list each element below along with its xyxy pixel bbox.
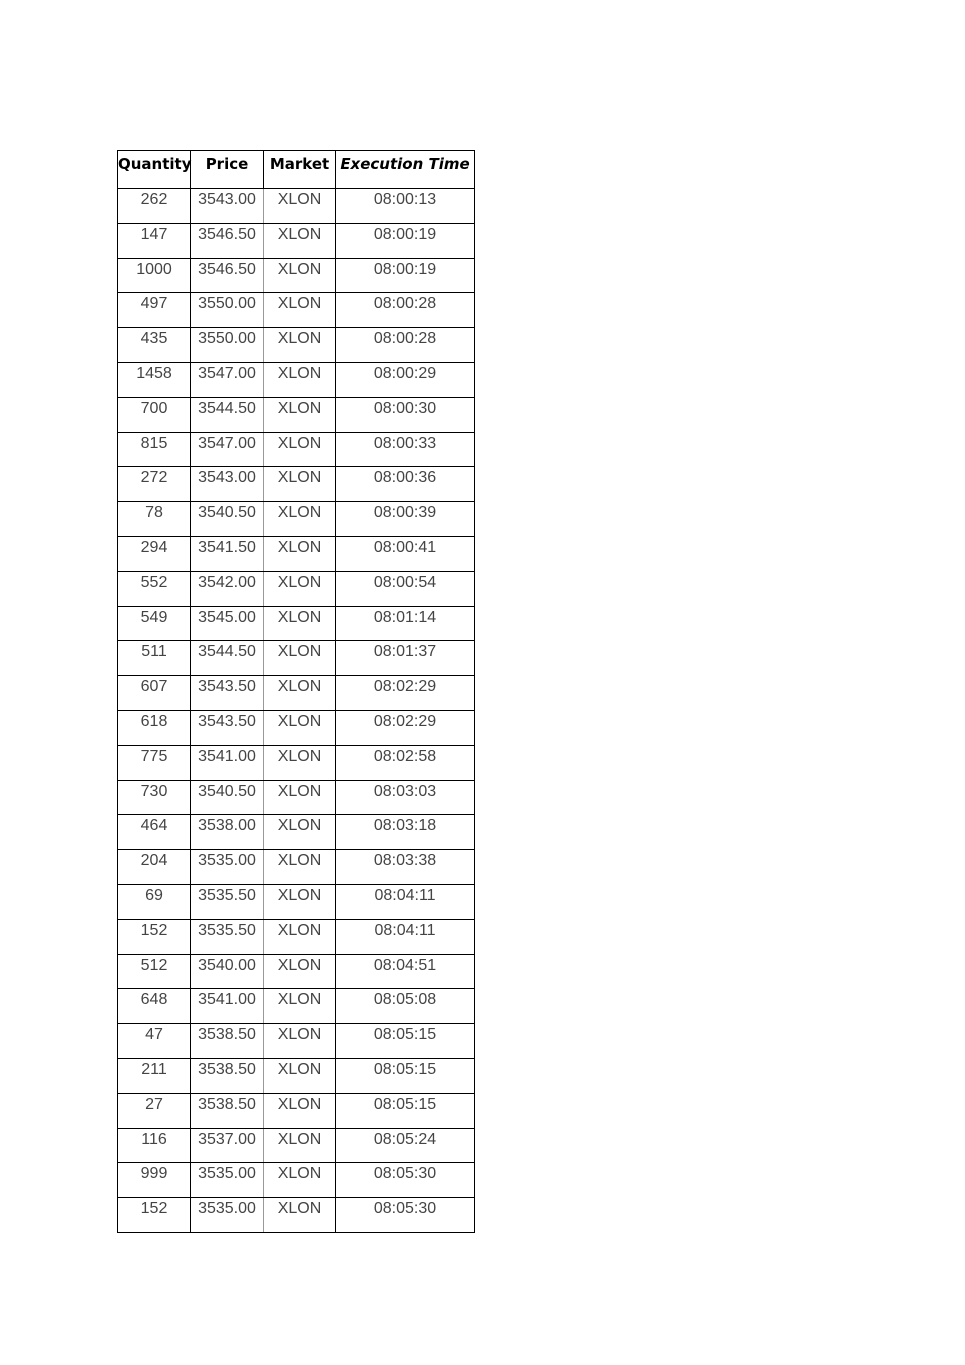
table-row <box>118 502 475 537</box>
header-quantity: Quantity <box>118 151 191 189</box>
table-row <box>118 1128 475 1163</box>
cell-quantity: 27 <box>118 1093 191 1128</box>
cell-market: XLON <box>264 1128 336 1163</box>
table-row <box>118 710 475 745</box>
table-row <box>118 571 475 606</box>
cell-execution-time: 08:00:54 <box>336 571 475 606</box>
cell-price: 3535.50 <box>191 919 264 954</box>
cell-price: 3538.50 <box>191 1093 264 1128</box>
table-row <box>118 1024 475 1059</box>
cell-quantity: 700 <box>118 397 191 432</box>
table-row <box>118 293 475 328</box>
cell-market: XLON <box>264 641 336 676</box>
cell-price: 3545.00 <box>191 606 264 641</box>
cell-price: 3543.50 <box>191 676 264 711</box>
cell-market: XLON <box>264 989 336 1024</box>
cell-execution-time: 08:03:18 <box>336 815 475 850</box>
cell-execution-time: 08:05:08 <box>336 989 475 1024</box>
cell-market: XLON <box>264 676 336 711</box>
cell-price: 3540.00 <box>191 954 264 989</box>
cell-market: XLON <box>264 571 336 606</box>
table-row <box>118 850 475 885</box>
cell-quantity: 47 <box>118 1024 191 1059</box>
cell-quantity: 147 <box>118 223 191 258</box>
cell-execution-time: 08:00:19 <box>336 258 475 293</box>
cell-price: 3544.50 <box>191 397 264 432</box>
cell-execution-time: 08:00:36 <box>336 467 475 502</box>
cell-quantity: 211 <box>118 1058 191 1093</box>
cell-execution-time: 08:01:37 <box>336 641 475 676</box>
cell-market: XLON <box>264 745 336 780</box>
cell-quantity: 435 <box>118 328 191 363</box>
cell-execution-time: 08:00:33 <box>336 432 475 467</box>
cell-quantity: 204 <box>118 850 191 885</box>
table-row <box>118 884 475 919</box>
cell-market: XLON <box>264 1024 336 1059</box>
cell-execution-time: 08:00:28 <box>336 328 475 363</box>
cell-execution-time: 08:04:11 <box>336 919 475 954</box>
table-row <box>118 258 475 293</box>
table-row <box>118 1163 475 1198</box>
cell-price: 3538.50 <box>191 1058 264 1093</box>
cell-quantity: 552 <box>118 571 191 606</box>
cell-quantity: 116 <box>118 1128 191 1163</box>
cell-market: XLON <box>264 919 336 954</box>
table-row <box>118 676 475 711</box>
cell-quantity: 648 <box>118 989 191 1024</box>
cell-quantity: 464 <box>118 815 191 850</box>
cell-market: XLON <box>264 536 336 571</box>
table-row <box>118 328 475 363</box>
cell-execution-time: 08:05:15 <box>336 1058 475 1093</box>
cell-execution-time: 08:05:24 <box>336 1128 475 1163</box>
cell-quantity: 69 <box>118 884 191 919</box>
table-row <box>118 780 475 815</box>
table-row <box>118 919 475 954</box>
header-execution-time: Execution Time <box>336 151 475 189</box>
cell-market: XLON <box>264 502 336 537</box>
cell-quantity: 497 <box>118 293 191 328</box>
table-row <box>118 815 475 850</box>
table-row <box>118 1058 475 1093</box>
cell-execution-time: 08:02:58 <box>336 745 475 780</box>
cell-quantity: 294 <box>118 536 191 571</box>
cell-execution-time: 08:00:28 <box>336 293 475 328</box>
cell-price: 3546.50 <box>191 258 264 293</box>
cell-price: 3541.50 <box>191 536 264 571</box>
cell-price: 3538.50 <box>191 1024 264 1059</box>
cell-price: 3538.00 <box>191 815 264 850</box>
cell-market: XLON <box>264 710 336 745</box>
cell-quantity: 152 <box>118 1198 191 1233</box>
cell-quantity: 152 <box>118 919 191 954</box>
cell-quantity: 1000 <box>118 258 191 293</box>
cell-price: 3546.50 <box>191 223 264 258</box>
cell-market: XLON <box>264 467 336 502</box>
cell-price: 3544.50 <box>191 641 264 676</box>
table-row <box>118 362 475 397</box>
cell-market: XLON <box>264 223 336 258</box>
cell-market: XLON <box>264 1163 336 1198</box>
cell-price: 3535.00 <box>191 1198 264 1233</box>
cell-price: 3535.50 <box>191 884 264 919</box>
cell-quantity: 1458 <box>118 362 191 397</box>
cell-quantity: 262 <box>118 189 191 224</box>
cell-market: XLON <box>264 606 336 641</box>
cell-price: 3547.00 <box>191 362 264 397</box>
table-row <box>118 189 475 224</box>
cell-price: 3542.00 <box>191 571 264 606</box>
cell-execution-time: 08:02:29 <box>336 710 475 745</box>
table-row <box>118 432 475 467</box>
cell-market: XLON <box>264 1093 336 1128</box>
cell-quantity: 618 <box>118 710 191 745</box>
cell-execution-time: 08:05:15 <box>336 1093 475 1128</box>
cell-market: XLON <box>264 1058 336 1093</box>
cell-execution-time: 08:00:29 <box>336 362 475 397</box>
cell-market: XLON <box>264 397 336 432</box>
cell-price: 3543.00 <box>191 467 264 502</box>
cell-quantity: 549 <box>118 606 191 641</box>
cell-execution-time: 08:02:29 <box>336 676 475 711</box>
cell-price: 3537.00 <box>191 1128 264 1163</box>
table-header <box>118 151 475 189</box>
cell-price: 3550.00 <box>191 328 264 363</box>
cell-quantity: 999 <box>118 1163 191 1198</box>
header-market: Market <box>264 151 336 189</box>
header-row <box>118 151 475 189</box>
cell-execution-time: 08:04:51 <box>336 954 475 989</box>
cell-execution-time: 08:03:38 <box>336 850 475 885</box>
cell-market: XLON <box>264 362 336 397</box>
cell-price: 3547.00 <box>191 432 264 467</box>
cell-execution-time: 08:05:30 <box>336 1163 475 1198</box>
cell-quantity: 78 <box>118 502 191 537</box>
cell-price: 3535.00 <box>191 850 264 885</box>
table-row <box>118 467 475 502</box>
cell-price: 3541.00 <box>191 745 264 780</box>
cell-execution-time: 08:00:30 <box>336 397 475 432</box>
trades-table <box>117 150 475 1233</box>
table-row <box>118 606 475 641</box>
cell-quantity: 815 <box>118 432 191 467</box>
cell-execution-time: 08:05:30 <box>336 1198 475 1233</box>
cell-market: XLON <box>264 432 336 467</box>
cell-execution-time: 08:00:19 <box>336 223 475 258</box>
cell-market: XLON <box>264 954 336 989</box>
cell-execution-time: 08:00:39 <box>336 502 475 537</box>
cell-execution-time: 08:00:41 <box>336 536 475 571</box>
cell-quantity: 272 <box>118 467 191 502</box>
table-body <box>118 189 475 1233</box>
table-row <box>118 989 475 1024</box>
cell-market: XLON <box>264 1198 336 1233</box>
cell-execution-time: 08:05:15 <box>336 1024 475 1059</box>
cell-price: 3543.50 <box>191 710 264 745</box>
cell-quantity: 512 <box>118 954 191 989</box>
cell-price: 3543.00 <box>191 189 264 224</box>
cell-execution-time: 08:00:13 <box>336 189 475 224</box>
cell-market: XLON <box>264 189 336 224</box>
table-row <box>118 1093 475 1128</box>
table-row <box>118 223 475 258</box>
cell-price: 3550.00 <box>191 293 264 328</box>
table-row <box>118 745 475 780</box>
cell-execution-time: 08:03:03 <box>336 780 475 815</box>
cell-price: 3541.00 <box>191 989 264 1024</box>
header-price: Price <box>191 151 264 189</box>
cell-quantity: 607 <box>118 676 191 711</box>
cell-market: XLON <box>264 884 336 919</box>
table-row <box>118 954 475 989</box>
table-row <box>118 1198 475 1233</box>
cell-quantity: 775 <box>118 745 191 780</box>
cell-market: XLON <box>264 258 336 293</box>
cell-market: XLON <box>264 328 336 363</box>
cell-quantity: 730 <box>118 780 191 815</box>
cell-price: 3540.50 <box>191 502 264 537</box>
table-row <box>118 536 475 571</box>
cell-price: 3535.00 <box>191 1163 264 1198</box>
cell-price: 3540.50 <box>191 780 264 815</box>
cell-market: XLON <box>264 293 336 328</box>
cell-execution-time: 08:04:11 <box>336 884 475 919</box>
cell-market: XLON <box>264 815 336 850</box>
cell-execution-time: 08:01:14 <box>336 606 475 641</box>
cell-market: XLON <box>264 850 336 885</box>
cell-quantity: 511 <box>118 641 191 676</box>
table-row <box>118 641 475 676</box>
cell-market: XLON <box>264 780 336 815</box>
table-row <box>118 397 475 432</box>
